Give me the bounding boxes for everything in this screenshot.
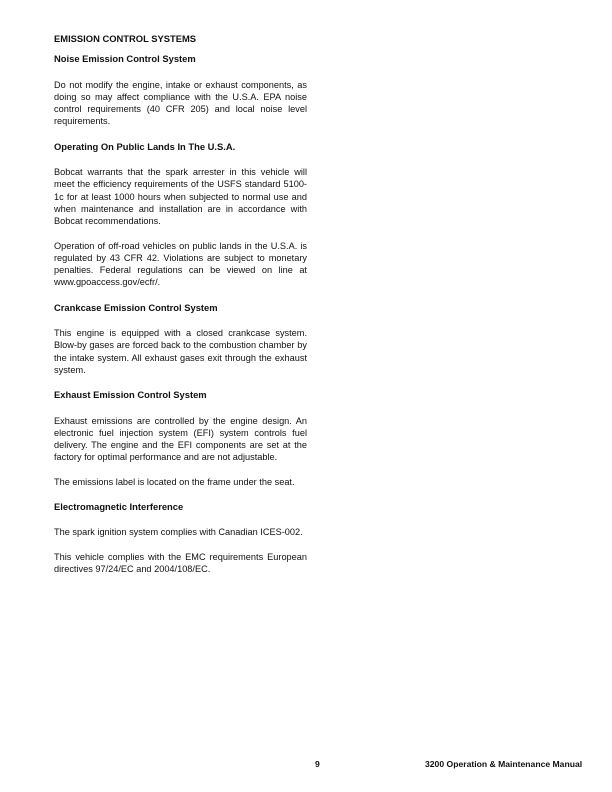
heading-crankcase-emission: Crankcase Emission Control System <box>54 301 218 313</box>
heading-public-lands: Operating On Public Lands In The U.S.A. <box>54 140 236 152</box>
paragraph-exhaust-emission: Exhaust emissions are controlled by the engine design. An electronic fuel injection system (EFI) system controls fuel delivery. The engine and the EFI components are set at the factory for optimal performance and are not adjustable. <box>54 415 307 463</box>
paragraph-noise-emission: Do not modify the engine, intake or exhaust components, as doing so may affect compliance with the U.S.A. EPA noise control requirements (40 CFR 205) and local noise level requirements. <box>54 79 307 127</box>
heading-electromagnetic-interference: Electromagnetic Interference <box>54 501 184 513</box>
paragraph-emissions-label: The emissions label is located on the frame under the seat. <box>54 476 295 487</box>
page-number: 9 <box>315 759 320 769</box>
paragraph-crankcase-emission: This engine is equipped with a closed crankcase system. Blow-by gases are forced back to the combustion chamber by the intake system. All exhaust gases exit through the exhaust system. <box>54 328 307 375</box>
main-text-column <box>54 33 307 587</box>
paragraph-emc-compliance: This vehicle complies with the EMC requirements European directives 97/24/EC and 2004/108/EC. <box>54 551 307 574</box>
manual-title: 3200 Operation & Maintenance Manual <box>425 759 583 769</box>
paragraph-off-road-regulation: Operation of off-road vehicles on public lands in the U.S.A. is regulated by 43 CFR 42. Violations are subject to monetary penalties. Federal regulations can be viewed on line at www.gpoaccess.gov/ecfr/. <box>54 240 307 288</box>
paragraph-spark-arrester: Bobcat warrants that the spark arrester in this vehicle will meet the efficiency requirements of the USFS standard 5100-1c for at least 1000 hours when subjected to normal use and when maintenance and installation are in accordance with Bobcat recommendations. <box>54 167 307 227</box>
section-title: EMISSION CONTROL SYSTEMS <box>54 33 197 44</box>
heading-noise-emission: Noise Emission Control System <box>54 53 196 65</box>
paragraph-ices-compliance: The spark ignition system complies with Canadian ICES-002. <box>54 527 303 538</box>
heading-exhaust-emission: Exhaust Emission Control System <box>54 389 207 401</box>
